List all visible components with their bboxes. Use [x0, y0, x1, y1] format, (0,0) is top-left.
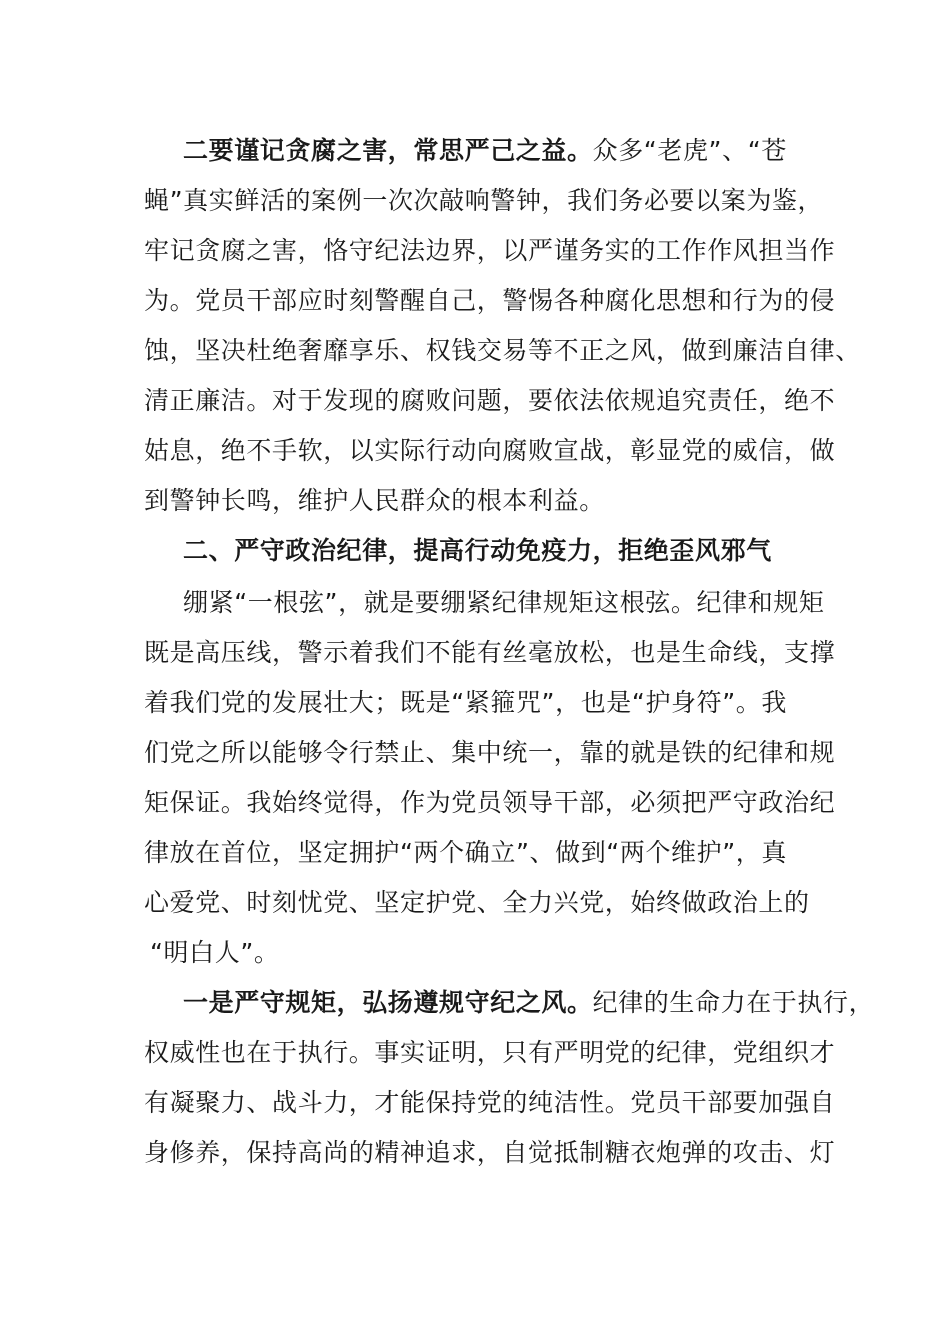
- paragraph-1-line-2: 蝇”真实鲜活的案例一次次敲响警钟，我们务必要以案为鉴，: [144, 186, 824, 215]
- paragraph-2-line-5: 矩保证。我始终觉得，作为党员领导干部，必须把严守政治纪: [144, 788, 836, 817]
- paragraph-2-line-6: 律放在首位，坚定拥护“两个确立”、做到“两个维护”，真: [144, 838, 788, 867]
- paragraph-1-line-3: 牢记贪腐之害，恪守纪法边界，以严谨务实的工作作风担当作: [144, 236, 836, 265]
- paragraph-1-line-4: 为。党员干部应时刻警醒自己，警惕各种腐化思想和行为的侵: [144, 286, 836, 315]
- paragraph-2-line-7: 心爱党、时刻忧党、坚定护党、全力兴党，始终做政治上的: [144, 888, 810, 917]
- paragraph-2-line-3: 着我们党的发展壮大；既是“紧箍咒”，也是“护身符”。我: [144, 688, 788, 717]
- paragraph-2-line-2: 既是高压线，警示着我们不能有丝毫放松，也是生命线，支撑: [144, 638, 836, 667]
- paragraph-1-line-5: 蚀，坚决杜绝奢靡享乐、权钱交易等不正之风，做到廉洁自律、: [144, 336, 861, 365]
- paragraph-2-line-1: 绷紧“一根弦”，就是要绷紧纪律规矩这根弦。纪律和规矩: [183, 588, 825, 617]
- paragraph-2-line-8: “明白人”。: [150, 938, 280, 967]
- paragraph-2-line-4: 们党之所以能够令行禁止、集中统一，靠的就是铁的纪律和规: [144, 738, 836, 767]
- paragraph-3-lead-heading: 一是严守规矩，弘扬遵规守纪之风。: [183, 988, 593, 1017]
- paragraph-3-line-1-text: 纪律的生命力在于执行，: [592, 988, 875, 1017]
- paragraph-1-line-6: 清正廉洁。对于发现的腐败问题，要依法依规追究责任，绝不: [144, 386, 836, 415]
- paragraph-1-line-8: 到警钟长鸣，维护人民群众的根本利益。: [144, 486, 605, 515]
- paragraph-1-line-1: [183, 136, 787, 166]
- paragraph-3-line-3: 有凝聚力、战斗力，才能保持党的纯洁性。党员干部要加强自: [144, 1088, 836, 1117]
- paragraph-1-lead-heading: 二要谨记贪腐之害，常思严己之益。: [183, 136, 593, 165]
- paragraph-1-line-7: 姑息，绝不手软，以实际行动向腐败宣战，彰显党的威信，做: [144, 436, 836, 465]
- section-heading-2: 二、严守政治纪律，提高行动免疫力，拒绝歪风邪气: [183, 536, 772, 565]
- paragraph-3-line-1: [183, 988, 874, 1018]
- paragraph-1-line-1-text: 众多“老虎”、“苍: [592, 136, 787, 165]
- paragraph-3-line-4: 身修养，保持高尚的精神追求，自觉抵制糖衣炮弹的攻击、灯: [144, 1138, 836, 1167]
- paragraph-3-line-2: 权威性也在于执行。事实证明，只有严明党的纪律，党组织才: [144, 1038, 836, 1067]
